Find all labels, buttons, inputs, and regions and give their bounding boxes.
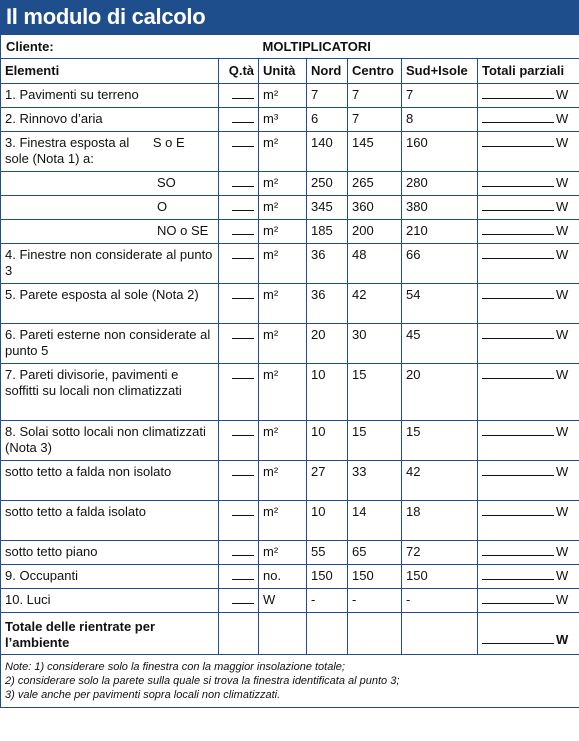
row-partial-total[interactable]: W [478, 84, 579, 108]
row-unit: m² [259, 132, 307, 172]
row-partial-total[interactable]: W [478, 565, 579, 589]
table-row [1, 196, 579, 220]
table-row [1, 84, 579, 108]
row-south: 160 [402, 132, 478, 172]
row-unit: m² [259, 324, 307, 364]
row-center: 33 [348, 461, 402, 501]
row-unit: m² [259, 284, 307, 324]
qty-input[interactable] [232, 135, 254, 147]
row-north: 10 [307, 364, 348, 421]
row-south: 380 [402, 196, 478, 220]
row-unit: m³ [259, 108, 307, 132]
row-center: 42 [348, 284, 402, 324]
total-row [1, 613, 579, 655]
table-row [1, 132, 579, 172]
notes [1, 655, 579, 708]
table-row [1, 284, 579, 324]
row-north: 345 [307, 196, 348, 220]
table-row [1, 108, 579, 132]
row-center: 15 [348, 364, 402, 421]
table-row [1, 172, 579, 196]
qty-input[interactable] [232, 568, 254, 580]
qty-input[interactable] [232, 592, 254, 604]
row-center: 15 [348, 421, 402, 461]
row-unit: m² [259, 172, 307, 196]
row-unit: m² [259, 501, 307, 541]
row-label: sotto tetto piano [5, 544, 98, 559]
table-row [1, 364, 579, 421]
row-label: sotto tetto a falda non isolato [5, 464, 172, 479]
qty-input[interactable] [232, 287, 254, 299]
row-partial-total[interactable]: W [478, 421, 579, 461]
row-label: 9. Occupanti [5, 568, 78, 583]
row-center: 65 [348, 541, 402, 565]
row-north: 36 [307, 244, 348, 284]
table-row [1, 501, 579, 541]
header-center: Centro [348, 59, 402, 84]
row-unit: m² [259, 541, 307, 565]
total-label: Totale delle rientrate per l’ambiente [1, 613, 219, 655]
table-row [1, 541, 579, 565]
table-row [1, 589, 579, 613]
row-south: 280 [402, 172, 478, 196]
row-south: 7 [402, 84, 478, 108]
row-label: 3. Finestra esposta al sole (Nota 1) a: [5, 135, 130, 166]
header-elements: Elementi [1, 59, 219, 84]
row-unit: m² [259, 421, 307, 461]
qty-input[interactable] [232, 327, 254, 339]
row-south: 8 [402, 108, 478, 132]
row-south: 72 [402, 541, 478, 565]
row-label: 2. Rinnovo d’aria [5, 111, 103, 126]
row-north: 140 [307, 132, 348, 172]
header-unit: Unità [259, 59, 307, 84]
row-north: 150 [307, 565, 348, 589]
row-south: 150 [402, 565, 478, 589]
row-center: 48 [348, 244, 402, 284]
row-unit: W [259, 589, 307, 613]
row-partial-total[interactable]: W [478, 108, 579, 132]
row-sublabel: NO o SE [157, 223, 209, 238]
row-center: 30 [348, 324, 402, 364]
row-label: 7. Pareti divisorie, pavimenti e soffitti su locali non climatizzati [5, 367, 182, 398]
row-south: 45 [402, 324, 478, 364]
row-center: 14 [348, 501, 402, 541]
row-label: 10. Luci [5, 592, 51, 607]
total-value[interactable]: W [478, 613, 579, 655]
row-unit: m² [259, 461, 307, 501]
row-south: 54 [402, 284, 478, 324]
table-row [1, 324, 579, 364]
qty-input[interactable] [232, 87, 254, 99]
qty-input[interactable] [232, 199, 254, 211]
row-unit: m² [259, 244, 307, 284]
row-partial-total[interactable]: W [478, 132, 579, 172]
row-center: - [348, 589, 402, 613]
row-center: 360 [348, 196, 402, 220]
qty-input[interactable] [232, 424, 254, 436]
row-north: 250 [307, 172, 348, 196]
client-label: Cliente: [1, 35, 259, 59]
table-row [1, 565, 579, 589]
qty-input[interactable] [232, 175, 254, 187]
row-center: 150 [348, 565, 402, 589]
table-row [1, 220, 579, 244]
table-row [1, 421, 579, 461]
row-label: sotto tetto a falda isolato [5, 504, 146, 519]
row-label: 4. Finestre non considerate al punto 3 [5, 247, 213, 278]
row-south: - [402, 589, 478, 613]
table-row [1, 461, 579, 501]
row-north: 20 [307, 324, 348, 364]
row-label: 6. Pareti esterne non considerate al punto 5 [5, 327, 211, 358]
qty-input[interactable] [232, 544, 254, 556]
qty-input[interactable] [232, 464, 254, 476]
page-title: Il modulo di calcolo [0, 0, 579, 34]
row-south: 66 [402, 244, 478, 284]
row-partial-total[interactable]: W [478, 196, 579, 220]
qty-input[interactable] [232, 504, 254, 516]
row-north: - [307, 589, 348, 613]
qty-input[interactable] [232, 111, 254, 123]
row-north: 55 [307, 541, 348, 565]
row-partial-total[interactable]: W [478, 501, 579, 541]
row-partial-total[interactable]: W [478, 172, 579, 196]
row-unit: no. [259, 565, 307, 589]
row-south: 210 [402, 220, 478, 244]
row-partial-total[interactable]: W [478, 541, 579, 565]
row-sublabel: O [157, 199, 168, 214]
calculation-table [0, 34, 579, 708]
row-south: 15 [402, 421, 478, 461]
row-partial-total[interactable]: W [478, 324, 579, 364]
row-center: 265 [348, 172, 402, 196]
row-partial-total[interactable]: W [478, 461, 579, 501]
row-partial-total[interactable]: W [478, 220, 579, 244]
header-south: Sud+Isole [402, 59, 478, 84]
row-center: 7 [348, 108, 402, 132]
row-south: 20 [402, 364, 478, 421]
row-partial-total[interactable]: W [478, 589, 579, 613]
row-center: 200 [348, 220, 402, 244]
table-row [1, 244, 579, 284]
row-north: 36 [307, 284, 348, 324]
row-unit: m² [259, 84, 307, 108]
row-center: 7 [348, 84, 402, 108]
row-partial-total[interactable]: W [478, 364, 579, 421]
row-north: 6 [307, 108, 348, 132]
row-unit: m² [259, 196, 307, 220]
qty-input[interactable] [232, 247, 254, 259]
qty-input[interactable] [232, 223, 254, 235]
row-label: 8. Solai sotto locali non climatizzati (Nota 3) [5, 424, 206, 455]
row-sublabel: S o E [152, 135, 185, 150]
row-north: 10 [307, 421, 348, 461]
row-north: 7 [307, 84, 348, 108]
row-partial-total[interactable]: W [478, 284, 579, 324]
row-label: 5. Parete esposta al sole (Nota 2) [5, 287, 199, 302]
note-line: Note: 1) considerare solo la finestra con la maggior insolazione totale; [5, 661, 345, 673]
row-unit: m² [259, 220, 307, 244]
row-label: 1. Pavimenti su terreno [5, 87, 139, 102]
row-south: 18 [402, 501, 478, 541]
row-sublabel: SO [157, 175, 176, 190]
header-north: Nord [307, 59, 348, 84]
row-south: 42 [402, 461, 478, 501]
note-line: 3) vale anche per pavimenti sopra locali non climatizzati. [5, 689, 281, 701]
multipliers-label: MOLTIPLICATORI [259, 35, 579, 59]
note-line: 2) considerare solo la parete sulla quale si trova la finestra identificata al punto 3; [5, 675, 400, 687]
header-partial: Totali parziali [478, 59, 579, 84]
row-north: 185 [307, 220, 348, 244]
row-north: 10 [307, 501, 348, 541]
row-center: 145 [348, 132, 402, 172]
row-partial-total[interactable]: W [478, 244, 579, 284]
row-north: 27 [307, 461, 348, 501]
header-qty: Q.tà [219, 59, 259, 84]
qty-input[interactable] [232, 367, 254, 379]
row-unit: m² [259, 364, 307, 421]
